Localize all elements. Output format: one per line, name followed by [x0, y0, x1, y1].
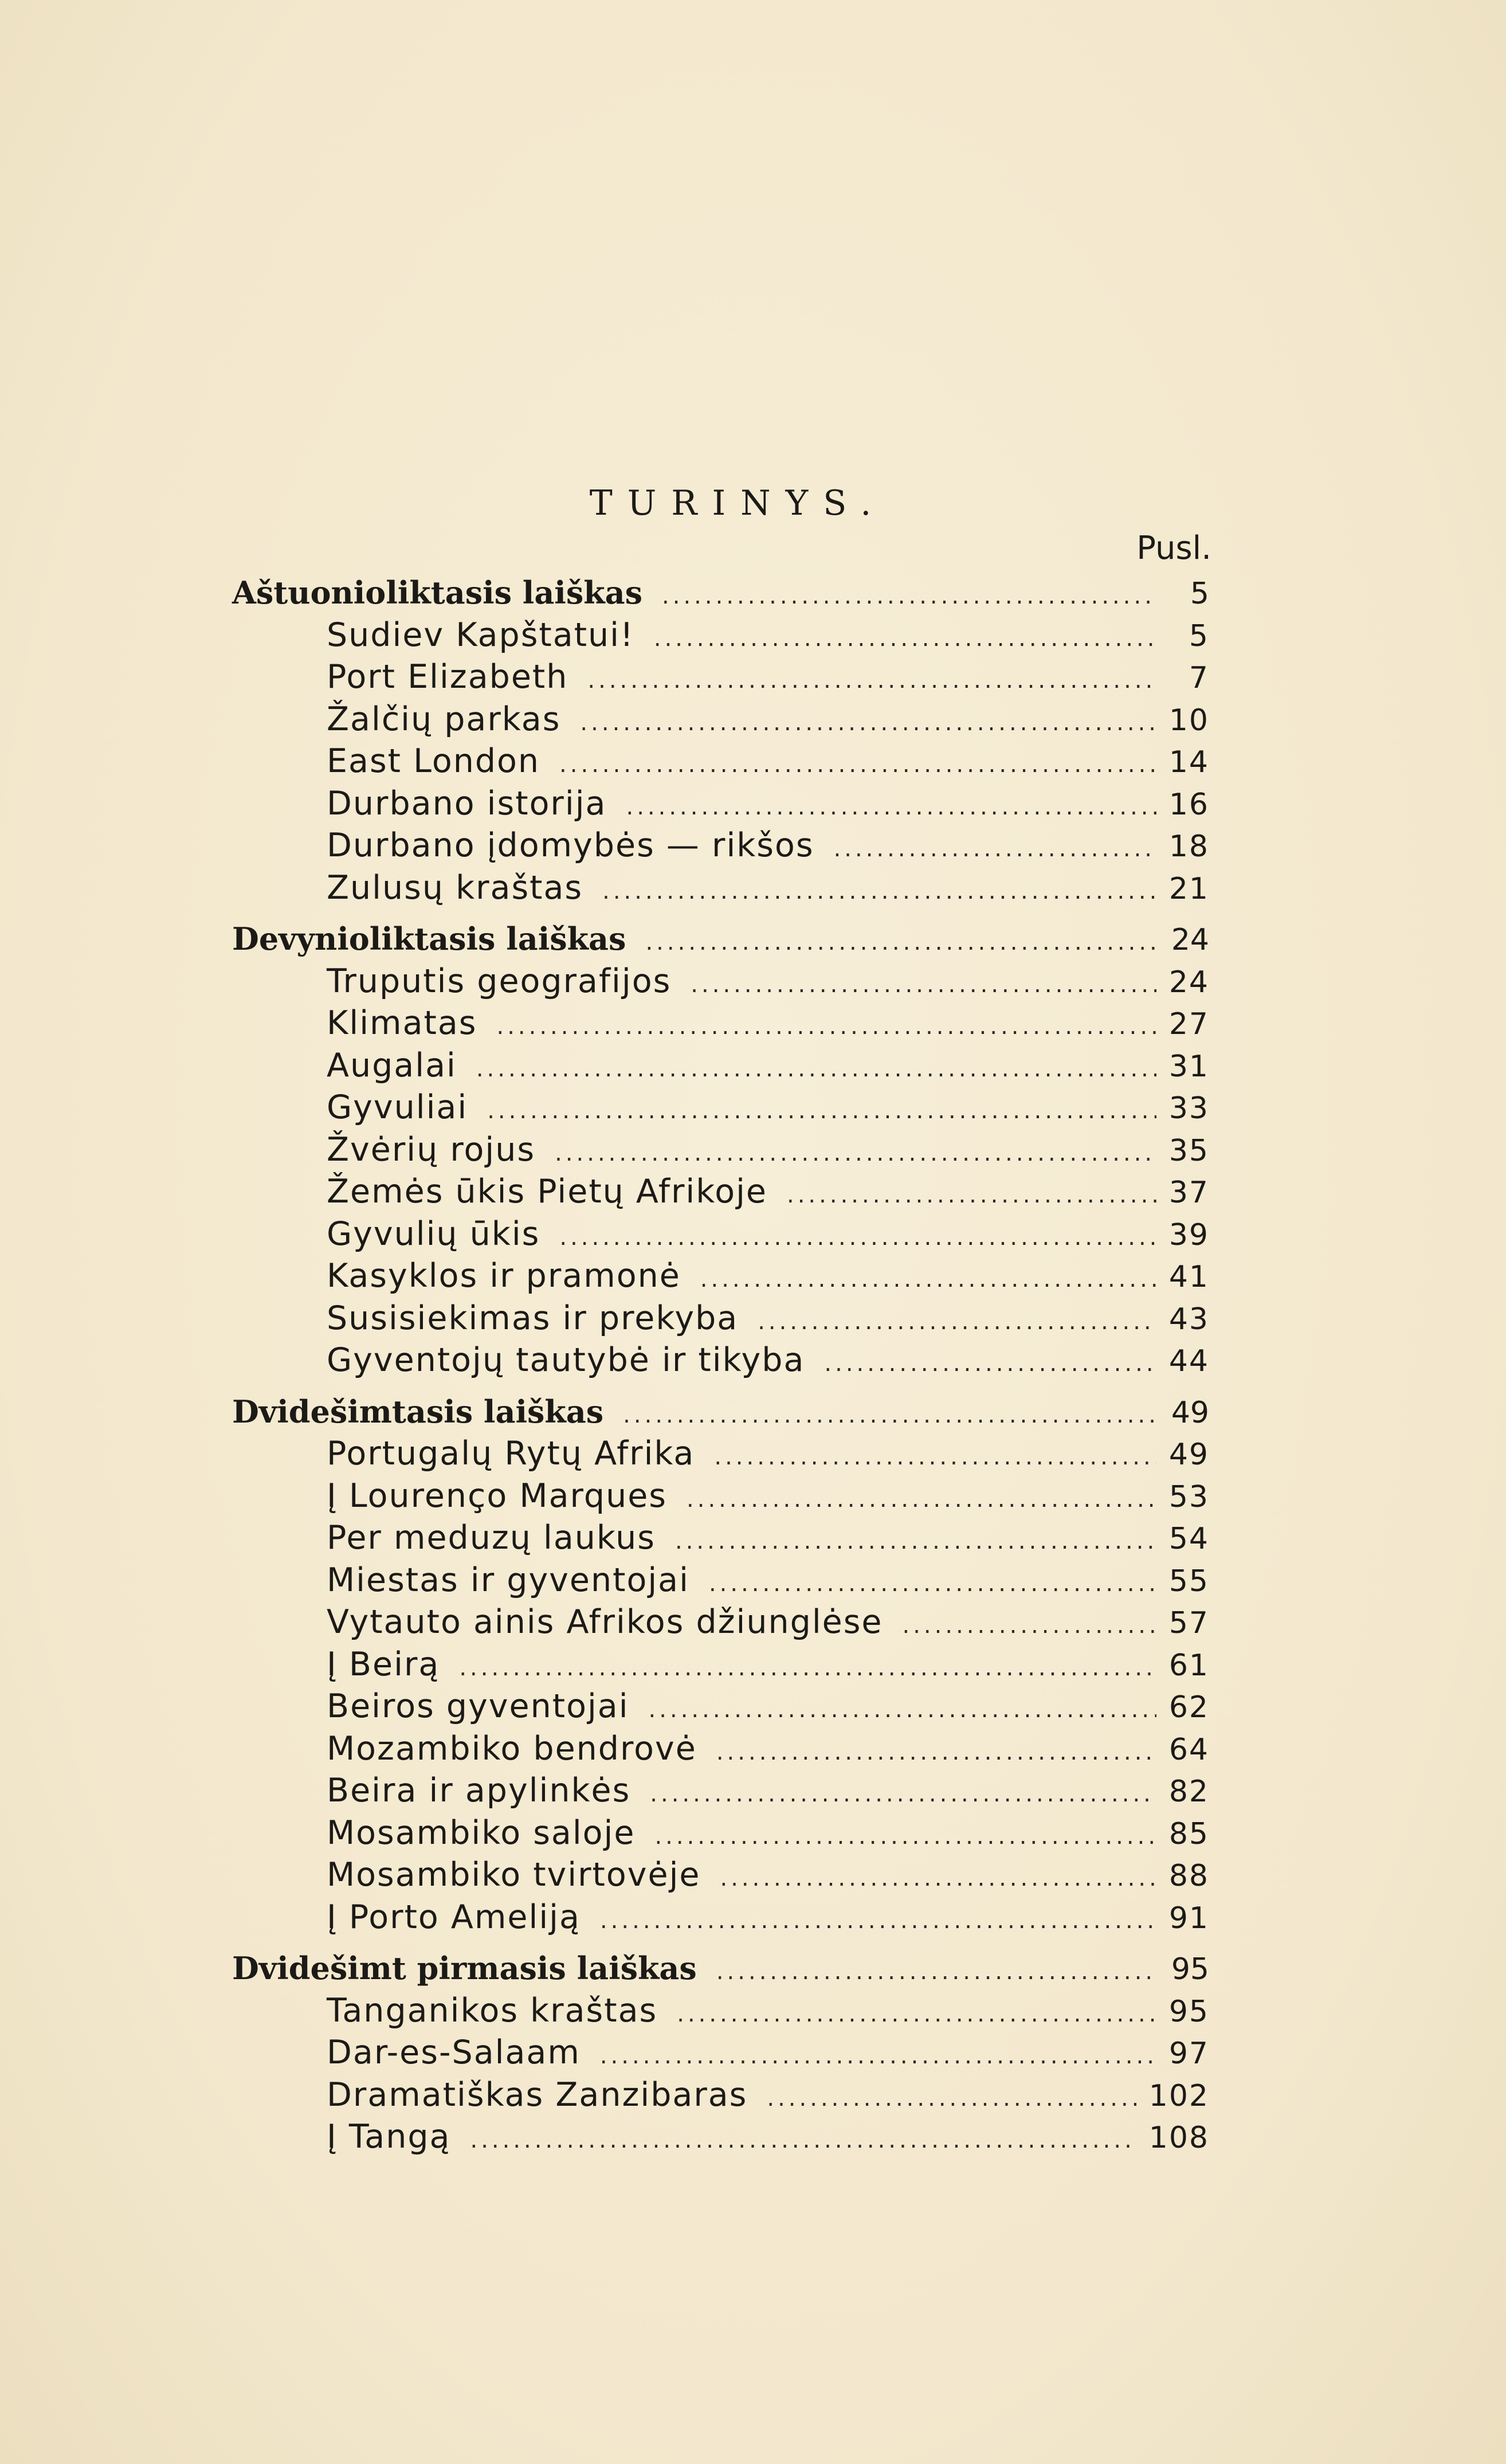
- dot-leader: [662, 575, 1156, 618]
- toc-section-row: [232, 1002, 1209, 1045]
- dot-leader: [654, 1816, 1156, 1858]
- page-number: 18: [1168, 829, 1209, 864]
- section-title: Žvėrių rojus: [327, 1130, 536, 1169]
- toc-section-row: [232, 1087, 1209, 1129]
- dot-leader: [700, 1259, 1156, 1301]
- section-title: Į Beirą: [327, 1645, 440, 1683]
- section-title: Gyventojų tautybė ir tikyba: [327, 1341, 805, 1379]
- page-number: 57: [1168, 1606, 1209, 1640]
- page-number: 61: [1168, 1648, 1209, 1683]
- page-column-header: Pusl.: [1136, 530, 1211, 567]
- dot-leader: [767, 2078, 1136, 2120]
- toc-section-row: [232, 1812, 1209, 1855]
- toc-chapter-row: [232, 1948, 1209, 1990]
- section-title: Dar-es-Salaam: [327, 2034, 581, 2071]
- section-title: Miestas ir gyventojai: [327, 1561, 689, 1599]
- toc-section-row: [232, 2032, 1209, 2074]
- dot-leader: [476, 1048, 1156, 1091]
- toc-chapter-row: [232, 1391, 1209, 1433]
- page-number: 24: [1171, 923, 1209, 957]
- section-title: Į Porto Ameliją: [327, 1898, 581, 1936]
- toc-section-row: [232, 1897, 1209, 1939]
- section-title: Vytauto ainis Afrikos džiunglėse: [327, 1603, 883, 1641]
- section-title: East London: [327, 742, 540, 780]
- page-number: 82: [1168, 1774, 1209, 1809]
- section-title: Kasyklos ir pramonė: [327, 1257, 681, 1295]
- toc-section-row: [232, 2116, 1209, 2159]
- toc-section-row: [232, 1433, 1209, 1475]
- toc-section-row: [232, 1560, 1209, 1602]
- page-number: 62: [1168, 1690, 1209, 1725]
- toc-section-row: [232, 1129, 1209, 1172]
- page-number: 21: [1168, 871, 1209, 906]
- page-number: 95: [1171, 1952, 1209, 1987]
- section-title: Mosambiko saloje: [327, 1813, 636, 1852]
- toc-section-row: [232, 867, 1209, 910]
- page-number: 55: [1168, 1564, 1209, 1599]
- chapter-title: Dvidešimtasis laiškas: [232, 1393, 604, 1430]
- dot-leader: [459, 1647, 1156, 1690]
- dot-leader: [691, 964, 1156, 1006]
- dot-leader: [600, 2035, 1156, 2078]
- toc-section-row: [232, 1728, 1209, 1770]
- dot-leader: [559, 744, 1156, 786]
- dot-leader: [709, 1563, 1156, 1605]
- page-number: 49: [1168, 1437, 1209, 1472]
- toc-section-row: [232, 1601, 1209, 1644]
- toc-chapter-row: [232, 572, 1209, 614]
- section-title: Sudiev Kapštatui!: [327, 616, 634, 654]
- toc-section-row: [232, 1686, 1209, 1728]
- dot-leader: [470, 2120, 1136, 2162]
- page-number: 91: [1168, 1901, 1209, 1936]
- toc-section-row: [232, 961, 1209, 1003]
- section-title: Tanganikos kraštas: [327, 1991, 658, 2030]
- dot-leader: [555, 1133, 1156, 1175]
- toc-section-row: [232, 656, 1209, 699]
- page-number: 108: [1148, 2121, 1209, 2155]
- dot-leader: [716, 1732, 1156, 1774]
- dot-leader: [720, 1858, 1156, 1900]
- section-title: Gyvuliai: [327, 1088, 468, 1126]
- page-number: 54: [1168, 1522, 1209, 1556]
- page-number: 24: [1168, 965, 1209, 1000]
- toc-section-row: [232, 1255, 1209, 1298]
- section-title: Gyvulių ūkis: [327, 1215, 540, 1253]
- section-title: Žalčių parkas: [327, 700, 561, 738]
- dot-leader: [650, 1773, 1156, 1816]
- chapter-title: Dvidešimt pirmasis laiškas: [232, 1950, 697, 1987]
- toc-section-row: [232, 741, 1209, 783]
- section-title: Mozambiko bendrovė: [327, 1729, 697, 1768]
- toc-section-row: [232, 1644, 1209, 1686]
- toc-section-row: [232, 1045, 1209, 1087]
- section-title: Durbano įdomybės — rikšos: [327, 826, 814, 864]
- toc-list: [232, 572, 1209, 2159]
- dot-leader: [587, 660, 1156, 702]
- section-title: Portugalų Rytų Afrika: [327, 1435, 695, 1472]
- dot-leader: [716, 1951, 1156, 1993]
- toc-section-row: [232, 783, 1209, 825]
- page-number: 85: [1168, 1816, 1209, 1851]
- dot-leader: [687, 1479, 1156, 1521]
- section-title: Port Elizabeth: [327, 658, 568, 696]
- dot-leader: [645, 922, 1156, 964]
- section-title: Beira ir apylinkės: [327, 1772, 631, 1809]
- dot-leader: [559, 1217, 1156, 1259]
- page-number: 16: [1168, 787, 1209, 822]
- toc-section-row: [232, 825, 1209, 867]
- page-number: 49: [1171, 1395, 1209, 1430]
- page-number: 102: [1148, 2078, 1209, 2113]
- page-number: 53: [1168, 1479, 1209, 1514]
- dot-leader: [600, 1900, 1156, 1942]
- toc-section-row: [232, 614, 1209, 657]
- toc-section-row: [232, 1854, 1209, 1897]
- toc-section-row: [232, 1475, 1209, 1518]
- page-number: 64: [1168, 1732, 1209, 1767]
- dot-leader: [787, 1174, 1156, 1217]
- dot-leader: [580, 702, 1156, 745]
- dot-leader: [496, 1006, 1156, 1048]
- chapter-title: Devynioliktasis laiškas: [232, 920, 626, 957]
- section-title: Truputis geografijos: [327, 962, 672, 1000]
- table-of-contents: [232, 481, 1209, 2159]
- page-number: 27: [1168, 1007, 1209, 1041]
- section-title: Klimatas: [327, 1004, 477, 1042]
- page-number: 88: [1168, 1859, 1209, 1893]
- toc-section-row: [232, 1770, 1209, 1812]
- page-number: 37: [1168, 1176, 1209, 1210]
- section-title: Durbano istorija: [327, 784, 607, 822]
- dot-leader: [487, 1090, 1156, 1133]
- page-number: 43: [1168, 1302, 1209, 1337]
- toc-chapter-row: [232, 918, 1209, 961]
- dot-leader: [675, 1521, 1156, 1563]
- dot-leader: [649, 1689, 1156, 1732]
- dot-leader: [654, 618, 1156, 660]
- toc-section-row: [232, 1213, 1209, 1256]
- section-title: Zulusų kraštas: [327, 868, 583, 907]
- page-number: 10: [1168, 703, 1209, 738]
- section-title: Mosambiko tvirtovėje: [327, 1856, 701, 1894]
- section-title: Per meduzų laukus: [327, 1519, 656, 1557]
- dot-leader: [903, 1605, 1156, 1647]
- toc-section-row: [232, 1339, 1209, 1382]
- toc-section-row: [232, 1517, 1209, 1560]
- toc-section-row: [232, 1298, 1209, 1340]
- section-title: Beiros gyventojai: [327, 1687, 629, 1725]
- toc-section-row: [232, 699, 1209, 741]
- section-title: Dramatiškas Zanzibaras: [327, 2075, 748, 2114]
- page-number: 31: [1168, 1049, 1209, 1084]
- page-number: 97: [1168, 2036, 1209, 2071]
- page-number: 7: [1189, 661, 1209, 695]
- toc-section-row: [232, 1171, 1209, 1213]
- section-title: Žemės ūkis Pietų Afrikoje: [327, 1173, 767, 1211]
- dot-leader: [824, 1343, 1156, 1385]
- toc-section-row: [232, 2074, 1209, 2117]
- dot-leader: [834, 828, 1156, 871]
- page-number: 5: [1190, 577, 1209, 611]
- dot-leader: [626, 786, 1156, 829]
- dot-leader: [623, 1394, 1156, 1437]
- page-number: 14: [1168, 745, 1209, 779]
- toc-section-row: [232, 1990, 1209, 2032]
- dot-leader: [602, 871, 1156, 913]
- page-number: 33: [1168, 1091, 1209, 1126]
- page-number: 39: [1168, 1217, 1209, 1252]
- page-number: 95: [1168, 1994, 1209, 2029]
- page-number: 5: [1189, 618, 1209, 653]
- toc-title: TURINYS.: [589, 483, 887, 523]
- page-number: 35: [1168, 1133, 1209, 1168]
- section-title: Į Lourenço Marques: [327, 1476, 668, 1515]
- dot-leader: [714, 1436, 1156, 1479]
- dot-leader: [758, 1301, 1156, 1343]
- page-number: 41: [1168, 1260, 1209, 1294]
- page-number: 44: [1168, 1344, 1209, 1378]
- section-title: Į Tangą: [327, 2118, 451, 2156]
- section-title: Susisiekimas ir prekyba: [327, 1299, 739, 1337]
- chapter-title: Aštuonioliktasis laiškas: [232, 574, 643, 611]
- dot-leader: [677, 1993, 1156, 2036]
- section-title: Augalai: [327, 1046, 457, 1084]
